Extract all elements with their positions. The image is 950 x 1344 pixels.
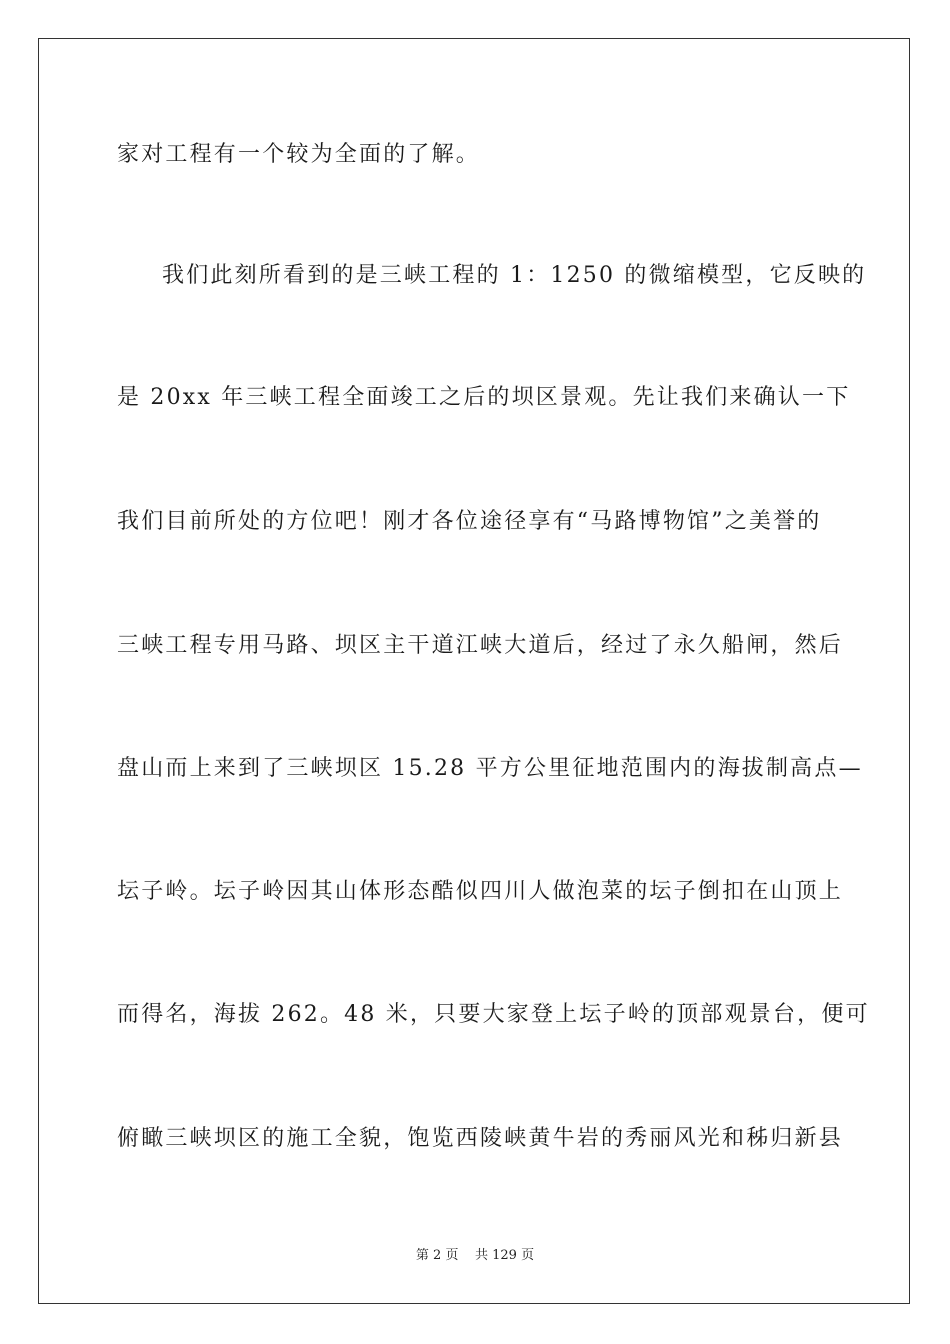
page-total: 共 129 页: [475, 1248, 535, 1263]
paragraph-line: 三峡工程专用马路、坝区主干道江峡大道后，经过了永久船闸，然后: [117, 633, 844, 658]
paragraph-line: 家对工程有一个较为全面的了解。: [117, 142, 481, 167]
page-number: 第 2 页: [415, 1248, 459, 1263]
page-border: [38, 38, 910, 1304]
paragraph-line: 盘山而上来到了三峡坝区 15.28 平方公里征地范围内的海拔制高点—: [117, 756, 863, 781]
paragraph-line: 坛子岭。坛子岭因其山体形态酷似四川人做泡菜的坛子倒扣在山顶上: [117, 879, 844, 904]
paragraph-line: 我们此刻所看到的是三峡工程的 1：1250 的微缩模型，它反映的: [162, 263, 867, 288]
paragraph-line: 我们目前所处的方位吧！刚才各位途径享有“马路博物馆”之美誉的: [117, 509, 822, 534]
paragraph-line: 而得名，海拔 262。48 米，只要大家登上坛子岭的顶部观景台，便可: [117, 1002, 870, 1027]
paragraph-line: 俯瞰三峡坝区的施工全貌，饱览西陵峡黄牛岩的秀丽风光和秭归新县: [117, 1126, 844, 1151]
page-footer: [0, 1247, 950, 1265]
paragraph-line: 是 20xx 年三峡工程全面竣工之后的坝区景观。先让我们来确认一下: [117, 385, 851, 410]
